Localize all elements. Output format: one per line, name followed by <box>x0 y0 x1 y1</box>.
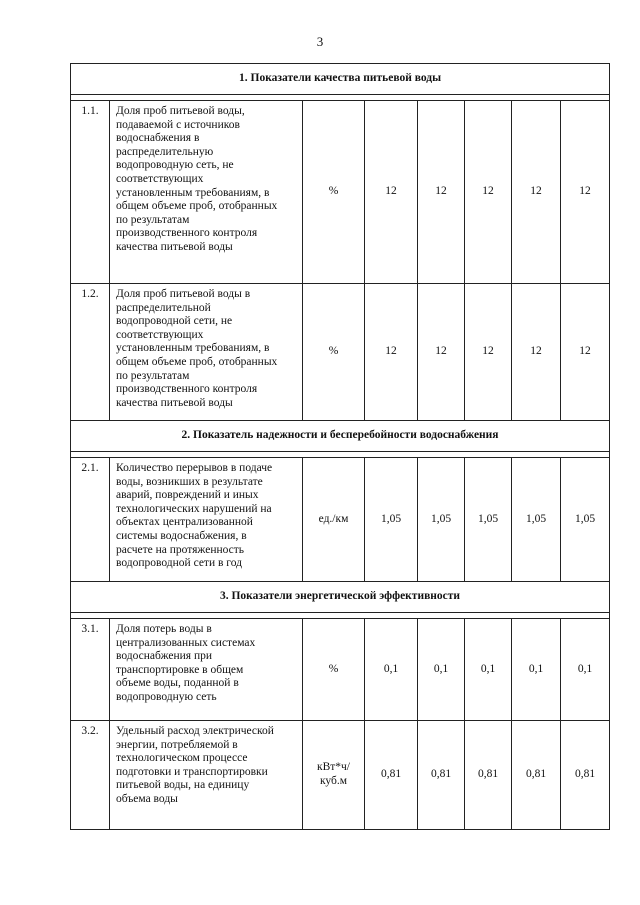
indicator-value: 1,05 <box>418 458 465 582</box>
indicator-value: 0,1 <box>418 619 465 721</box>
indicator-row <box>71 284 610 421</box>
indicator-description <box>110 284 303 421</box>
indicator-value: 0,1 <box>465 619 512 721</box>
section-title: 1. Показатели качества питьевой воды <box>71 64 610 95</box>
section-title-row <box>71 582 610 613</box>
section-title-row <box>71 64 610 95</box>
description-line: водопроводную сеть <box>116 690 217 703</box>
description-line: общем объеме проб, отобранных <box>116 200 278 213</box>
description-line: качества питьевой воды <box>116 240 233 253</box>
indicator-description <box>110 101 303 284</box>
description-line: производственного контроля <box>116 383 258 396</box>
description-line: распределительной <box>116 301 211 314</box>
unit-line: % <box>328 345 339 358</box>
indicator-value: 0,81 <box>418 721 465 830</box>
description-line: питьевой воды, на единицу <box>116 779 250 792</box>
description-line: Количество перерывов в подаче <box>116 462 273 474</box>
description-line: транспортировке в общем <box>116 663 244 676</box>
indicator-description <box>110 721 303 830</box>
indicator-description <box>110 458 303 582</box>
unit-of-measure <box>303 721 365 830</box>
unit-line: % <box>328 185 339 198</box>
section-title: 3. Показатели энергетической эффективности <box>71 582 610 613</box>
description-line: водоснабжения в <box>116 132 200 145</box>
indicator-value: 12 <box>418 101 465 284</box>
page-number: 3 <box>316 34 324 49</box>
indicator-value: 12 <box>512 101 561 284</box>
indicator-value: 12 <box>418 284 465 421</box>
indicator-value: 0,81 <box>561 721 610 830</box>
unit-line: куб.м <box>319 775 348 787</box>
indicator-value: 12 <box>465 101 512 284</box>
indicator-value: 1,05 <box>465 458 512 582</box>
description-line: водоснабжения при <box>116 650 213 663</box>
table-body <box>71 64 610 830</box>
description-line: по результатам <box>116 369 190 382</box>
indicator-number: 2.1. <box>71 458 110 582</box>
indicator-number: 3.1. <box>71 619 110 721</box>
description-line: аварий, повреждений и иных <box>116 489 259 502</box>
indicator-value: 0,1 <box>561 619 610 721</box>
description-line: подаваемой с источников <box>116 118 240 131</box>
indicators-table <box>70 63 610 830</box>
indicator-value: 12 <box>561 101 610 284</box>
indicator-value: 1,05 <box>365 458 418 582</box>
description-line: распределительную <box>116 145 214 158</box>
description-line: централизованных системах <box>116 636 256 649</box>
indicator-value: 12 <box>512 284 561 421</box>
indicator-number: 1.1. <box>71 101 110 284</box>
indicator-value: 12 <box>465 284 512 421</box>
description-line: объектах централизованной <box>116 516 253 529</box>
description-line: Доля проб питьевой воды, <box>116 105 245 117</box>
description-line: качества питьевой воды <box>116 396 233 409</box>
indicator-row <box>71 101 610 284</box>
description-line: объеме воды, поданной в <box>116 677 239 690</box>
section-title-row <box>71 421 610 452</box>
description-line: Доля потерь воды в <box>116 623 212 635</box>
indicator-description <box>110 619 303 721</box>
indicator-value: 12 <box>365 101 418 284</box>
description-line: общем объеме проб, отобранных <box>116 355 278 368</box>
description-line: установленным требованиям, в <box>116 342 270 355</box>
description-line: по результатам <box>116 213 190 226</box>
indicator-row <box>71 619 610 721</box>
unit-line: кВт*ч/ <box>316 761 350 774</box>
indicator-number: 3.2. <box>71 721 110 830</box>
unit-of-measure <box>303 284 365 421</box>
description-line: соответствующих <box>116 328 204 341</box>
description-line: технологическом процессе <box>116 752 248 765</box>
description-line: объема воды <box>116 792 178 805</box>
unit-line: ед./км <box>318 512 349 525</box>
description-line: технологических нарушений на <box>116 502 272 515</box>
indicator-number: 1.2. <box>71 284 110 421</box>
description-line: водопроводной сети, не <box>116 315 233 328</box>
indicator-value: 1,05 <box>561 458 610 582</box>
description-line: установленным требованиям, в <box>116 186 270 199</box>
section-title: 2. Показатель надежности и бесперебойности водоснабжения <box>71 421 610 452</box>
unit-of-measure <box>303 101 365 284</box>
description-line: воды, возникших в результате <box>116 475 263 488</box>
indicator-row <box>71 458 610 582</box>
indicator-value: 0,81 <box>512 721 561 830</box>
description-line: Доля проб питьевой воды в <box>116 288 251 300</box>
unit-line: % <box>328 662 339 675</box>
description-line: водопроводной сети в год <box>116 557 242 570</box>
indicator-value: 0,1 <box>365 619 418 721</box>
indicator-value: 12 <box>365 284 418 421</box>
indicator-value: 1,05 <box>512 458 561 582</box>
indicator-row <box>71 721 610 830</box>
description-line: водопроводную сеть, не <box>116 159 234 172</box>
unit-of-measure <box>303 458 365 582</box>
description-line: расчете на протяженность <box>116 543 245 556</box>
description-line: соответствующих <box>116 172 204 185</box>
indicator-value: 0,81 <box>365 721 418 830</box>
description-line: энергии, потребляемой в <box>116 738 238 751</box>
description-line: подготовки и транспортировки <box>116 765 268 778</box>
description-line: системы водоснабжения, в <box>116 529 247 542</box>
indicator-value: 0,1 <box>512 619 561 721</box>
indicator-value: 12 <box>561 284 610 421</box>
description-line: Удельный расход электрической <box>116 725 274 737</box>
unit-of-measure <box>303 619 365 721</box>
description-line: производственного контроля <box>116 227 258 240</box>
indicator-value: 0,81 <box>465 721 512 830</box>
